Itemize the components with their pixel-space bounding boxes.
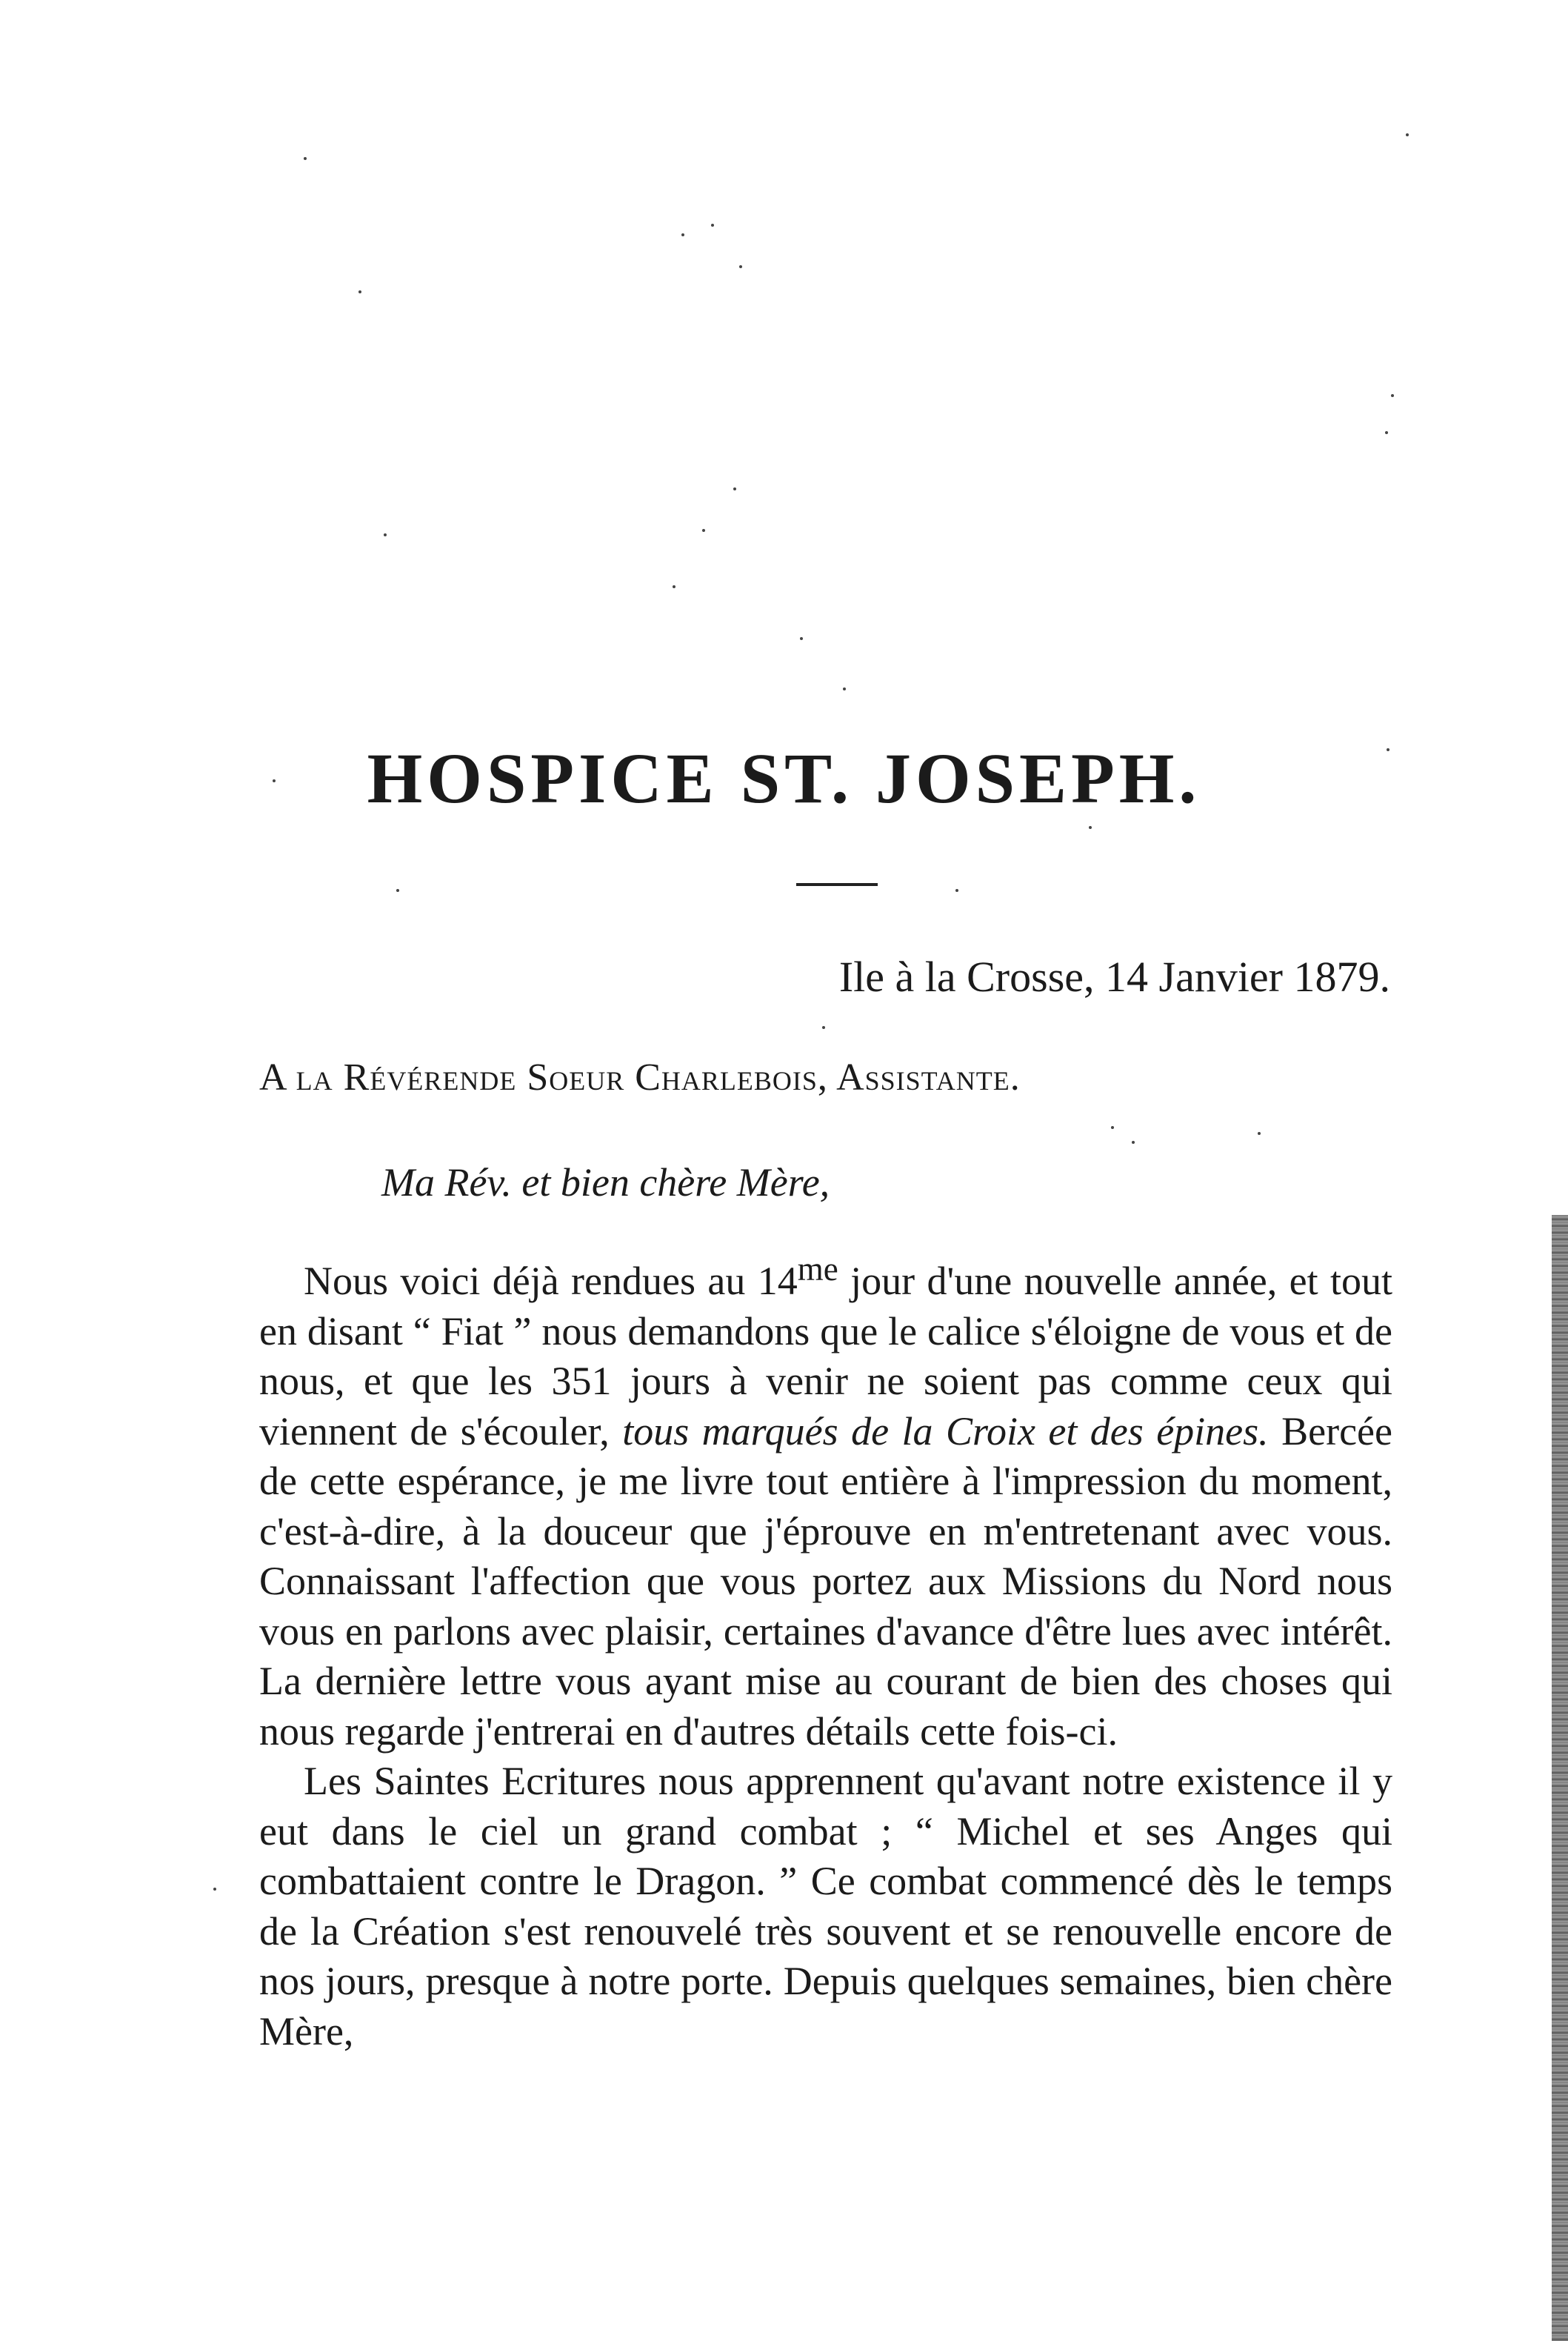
print-speck <box>843 687 846 690</box>
print-speck <box>1258 1132 1261 1135</box>
print-speck <box>681 233 684 236</box>
dateline: Ile à la Crosse, 14 Janvier 1879. <box>838 953 1390 1001</box>
paragraph-1-text-c: Bercée de cette espérance, je me livre tout entière à l'impression du moment, c'est-à-dire, à la douceur que j'éprouve en m'entretenant avec vous. Connaissant l'affection que vous portez aux Missions du Nord nous vous en parlons avec plaisir, certaines d'avance d'être lues avec intérêt. La dernière lettre vous ayant mise au courant de bien des choses qui nous regarde j'entrerai en d'autres détails cette fois-ci. <box>259 1408 1392 1754</box>
print-speck <box>739 265 742 268</box>
print-speck <box>733 487 736 490</box>
salutation: Ma Rév. et bien chère Mère, <box>381 1160 830 1205</box>
print-speck <box>800 637 803 640</box>
print-speck <box>1391 394 1394 397</box>
print-speck <box>673 585 675 588</box>
print-speck <box>384 533 387 536</box>
print-speck <box>213 1888 216 1891</box>
paragraph-1-italic: tous marqués de la Croix et des épines. <box>622 1408 1269 1453</box>
print-speck <box>358 290 361 293</box>
print-speck <box>702 529 705 532</box>
print-speck <box>955 889 958 892</box>
page-edge-shadow <box>1552 1215 1568 2341</box>
print-speck <box>1111 1126 1114 1129</box>
print-speck <box>1089 826 1092 829</box>
print-speck <box>1385 431 1388 434</box>
page-title: HOSPICE ST. JOSEPH. <box>367 739 1201 818</box>
paragraph-1-text-a: Nous voici déjà rendues au 14 <box>304 1259 798 1303</box>
print-speck <box>1132 1141 1135 1144</box>
body-paragraph-2: Les Saintes Ecritures nous apprennent qu'avant notre existence il y eut dans le ciel un grand combat ; “ Michel et ses Anges qui combattaient contre le Dragon. ” Ce combat commencé dès le temps de la Création s'est renouvelé très souvent et se renouvelle encore de nos jours, presque à notre porte. Depuis quelques semaines, bien chère Mère, <box>259 1759 1392 2054</box>
print-speck <box>711 224 714 227</box>
print-speck <box>822 1026 825 1029</box>
body-paragraph-1 <box>259 1245 1392 1756</box>
print-speck <box>304 157 307 160</box>
addressee-line: A la Révérende Soeur Charlebois, Assistante. <box>259 1056 1021 1099</box>
letter-body <box>259 1245 1392 2057</box>
print-speck <box>1406 133 1409 136</box>
ordinal-suffix: me <box>797 1251 838 1288</box>
paragraph-1-text-b: jour d'une nouvelle année, et tout en disant “ Fiat ” nous demandons que le calice s'éloigne de vous et de nous, et que les 351 jours à venir ne soient pas comme ceux qui viennent de s'écouler, <box>259 1259 1392 1453</box>
title-divider <box>796 883 878 886</box>
print-speck <box>396 889 399 892</box>
